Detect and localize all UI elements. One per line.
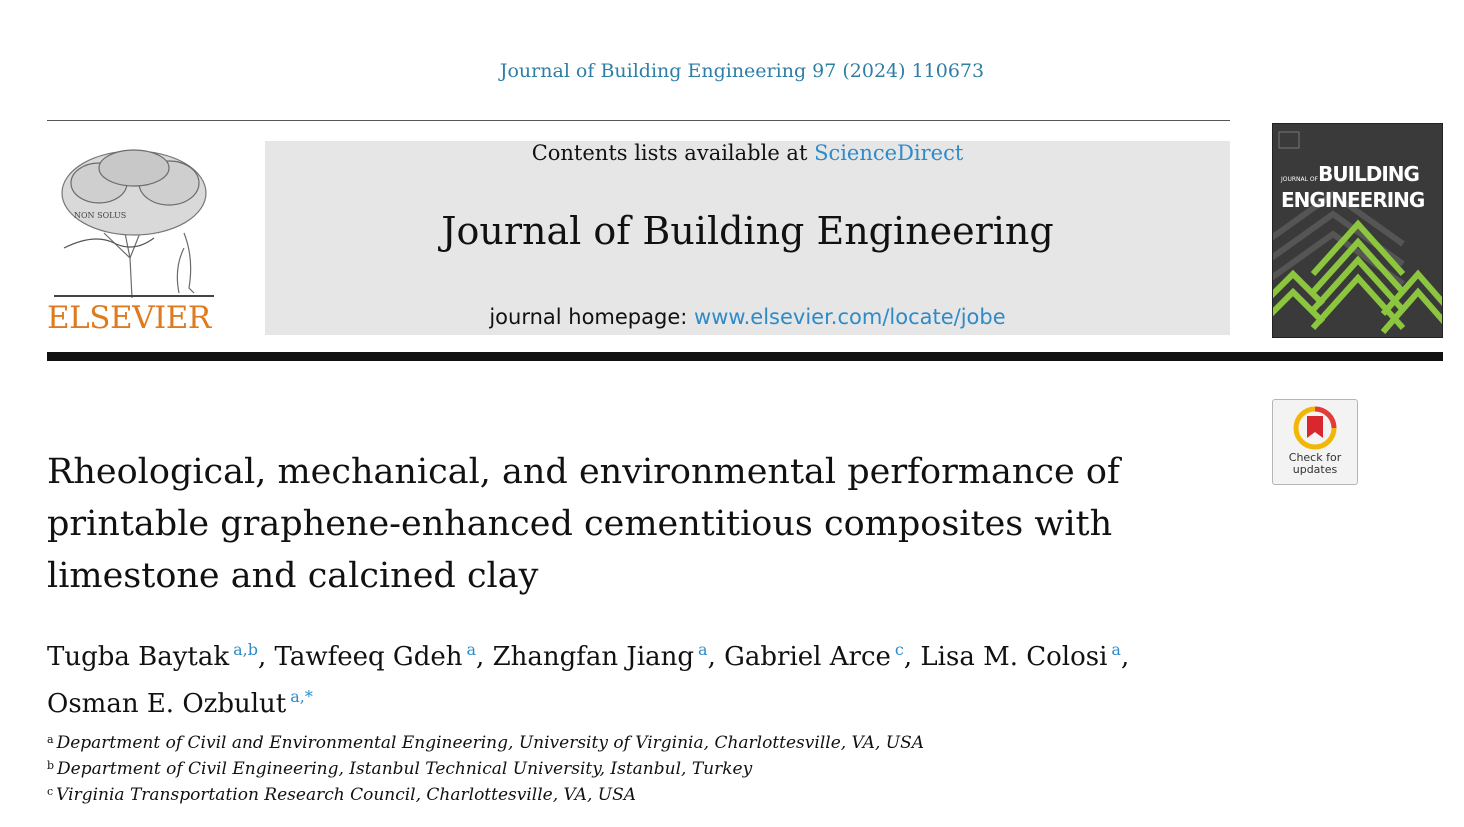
badge-line-1: Check for [1288, 451, 1342, 464]
author-list [47, 630, 1247, 724]
author-name[interactable]: Zhangfan Jiang [492, 642, 695, 672]
author-separator: , [903, 642, 921, 672]
cover-line-1: BUILDING [1318, 162, 1419, 186]
affiliation-text: Department of Civil and Environmental Engineering, University of Virginia, Charlottesville, VA, USA [56, 733, 925, 753]
journal-homepage-link[interactable]: www.elsevier.com/locate/jobe [694, 305, 1006, 329]
check-for-updates-label [1273, 452, 1357, 476]
affiliation-a [47, 733, 924, 753]
badge-line-2: updates [1292, 463, 1338, 476]
affiliation-text: Department of Civil Engineering, Istanbul Technical University, Istanbul, Turkey [57, 759, 753, 779]
affiliation-b [47, 759, 752, 779]
header-thick-divider [47, 352, 1443, 361]
author-affiliation-mark[interactable]: a,* [290, 687, 313, 706]
author-name[interactable]: Tugba Baytak [47, 642, 230, 672]
author-name[interactable]: Tawfeeq Gdeh [274, 642, 463, 672]
bookmark-icon [1273, 402, 1357, 454]
journal-cover-image[interactable] [1272, 123, 1443, 338]
author-separator: , [476, 642, 493, 672]
author-name[interactable]: Lisa M. Colosi [920, 642, 1108, 672]
cover-title [1281, 164, 1424, 211]
journal-citation[interactable]: Journal of Building Engineering 97 (2024) 110673 [499, 60, 985, 82]
cover-line-2: ENGINEERING [1281, 188, 1425, 212]
affiliation-c [47, 785, 636, 805]
author-affiliation-mark[interactable]: a [466, 640, 477, 659]
author-affiliation-mark[interactable]: a [698, 640, 708, 659]
affiliation-mark: b [47, 759, 55, 772]
author-separator: , [707, 642, 725, 672]
author-separator: , [258, 642, 275, 672]
publisher-motto: NON SOLUS [74, 211, 127, 220]
contents-prefix: Contents lists available at [531, 141, 815, 165]
cover-small-text: JOURNAL OF [1281, 176, 1319, 183]
author-affiliation-mark[interactable]: c [894, 640, 904, 659]
homepage-line [265, 305, 1230, 329]
contents-line [265, 141, 1230, 165]
journal-title: Journal of Building Engineering [441, 209, 1054, 253]
cover-artwork [1273, 124, 1442, 337]
journal-masthead [265, 141, 1230, 335]
top-divider [47, 120, 1230, 121]
author-name[interactable]: Gabriel Arce [724, 642, 891, 672]
author-name[interactable]: Osman E. Ozbulut [47, 689, 287, 719]
sciencedirect-link[interactable]: ScienceDirect [814, 141, 964, 165]
article-title: Rheological, mechanical, and environmental performance of printable graphene-enhanced cementitious composites with limestone and calcined clay [47, 452, 1120, 596]
author-affiliation-mark[interactable]: a [1111, 640, 1121, 659]
affiliation-text: Virginia Transportation Research Council, Charlottesville, VA, USA [56, 785, 636, 805]
publisher-logo-text: ELSEVIER [47, 300, 211, 336]
check-for-updates-button[interactable] [1272, 399, 1358, 485]
author-affiliation-mark[interactable]: a,b [233, 640, 259, 659]
homepage-prefix: journal homepage: [489, 305, 695, 329]
affiliation-mark: c [47, 785, 54, 798]
affiliation-mark: a [47, 733, 54, 746]
author-separator: , [1120, 642, 1130, 672]
